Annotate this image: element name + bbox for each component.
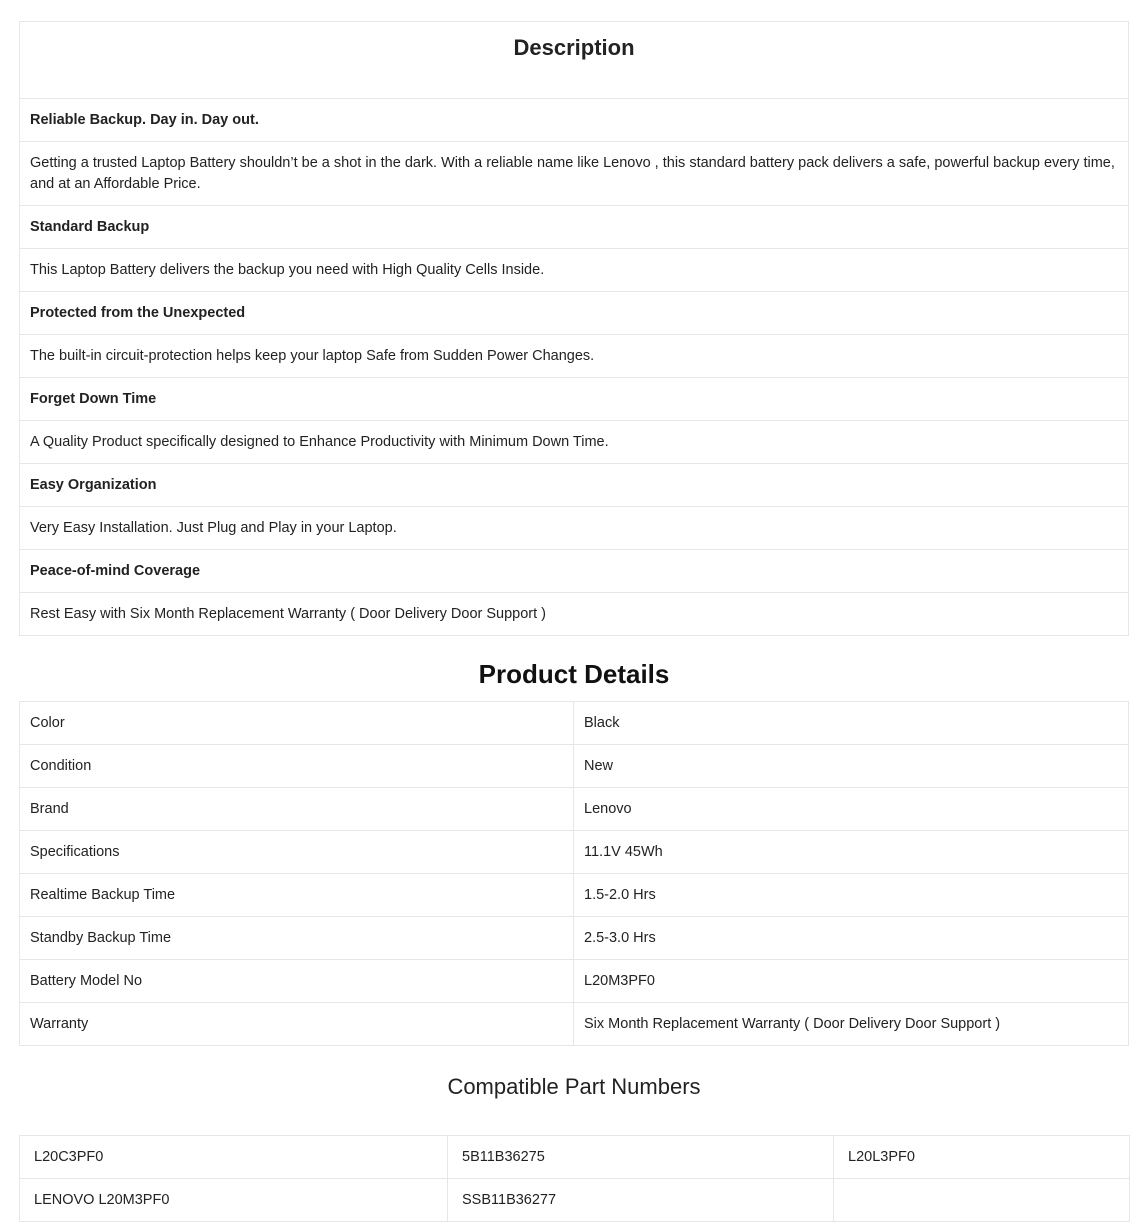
detail-value: L20M3PF0 (574, 960, 1129, 1003)
table-row (20, 1179, 1130, 1222)
part-number: 5B11B36275 (448, 1136, 834, 1179)
part-number: SSB11B36277 (448, 1179, 834, 1222)
section-text: Very Easy Installation. Just Plug and Play in your Laptop. (20, 507, 1129, 550)
detail-key: Specifications (20, 831, 574, 874)
detail-value: 11.1V 45Wh (574, 831, 1129, 874)
description-table (19, 21, 1129, 636)
section-text: The built-in circuit-protection helps keep your laptop Safe from Sudden Power Changes. (20, 335, 1129, 378)
section-text: A Quality Product specifically designed to Enhance Productivity with Minimum Down Time. (20, 421, 1129, 464)
product-details-title: Product Details (478, 659, 670, 689)
section-text: Rest Easy with Six Month Replacement Warranty ( Door Delivery Door Support ) (20, 593, 1129, 636)
detail-value: Lenovo (574, 788, 1129, 831)
detail-value: Black (574, 702, 1129, 745)
table-row (20, 831, 1129, 874)
part-number (834, 1179, 1130, 1222)
section-heading: Standard Backup (20, 206, 1129, 249)
detail-key: Warranty (20, 1003, 574, 1046)
part-number: LENOVO L20M3PF0 (20, 1179, 448, 1222)
compatible-parts-title: Compatible Part Numbers (447, 1074, 701, 1099)
detail-key: Battery Model No (20, 960, 574, 1003)
section-heading: Protected from the Unexpected (20, 292, 1129, 335)
page-content (19, 21, 1129, 1222)
detail-key: Brand (20, 788, 574, 831)
detail-value: 2.5-3.0 Hrs (574, 917, 1129, 960)
table-row (20, 874, 1129, 917)
detail-key: Realtime Backup Time (20, 874, 574, 917)
table-row (20, 702, 1129, 745)
section-text: This Laptop Battery delivers the backup you need with High Quality Cells Inside. (20, 249, 1129, 292)
section-heading: Easy Organization (20, 464, 1129, 507)
section-heading: Reliable Backup. Day in. Day out. (20, 99, 1129, 142)
detail-value: New (574, 745, 1129, 788)
table-row (20, 1003, 1129, 1046)
detail-key: Condition (20, 745, 574, 788)
detail-value: 1.5-2.0 Hrs (574, 874, 1129, 917)
section-text: Getting a trusted Laptop Battery shouldn’t be a shot in the dark. With a reliable name like Lenovo , this standard battery pack delivers a safe, powerful backup every time, and at an Affordable Price. (20, 142, 1129, 206)
detail-value: Six Month Replacement Warranty ( Door Delivery Door Support ) (574, 1003, 1129, 1046)
table-row (20, 1136, 1130, 1179)
section-heading: Forget Down Time (20, 378, 1129, 421)
table-row (20, 960, 1129, 1003)
table-row (20, 745, 1129, 788)
part-number: L20L3PF0 (834, 1136, 1130, 1179)
description-title: Description (20, 22, 1129, 99)
compatible-parts-table (19, 1135, 1130, 1222)
part-number: L20C3PF0 (20, 1136, 448, 1179)
section-heading: Peace-of-mind Coverage (20, 550, 1129, 593)
detail-key: Color (20, 702, 574, 745)
table-row (20, 917, 1129, 960)
table-row (20, 788, 1129, 831)
detail-key: Standby Backup Time (20, 917, 574, 960)
product-details-table (19, 701, 1129, 1046)
